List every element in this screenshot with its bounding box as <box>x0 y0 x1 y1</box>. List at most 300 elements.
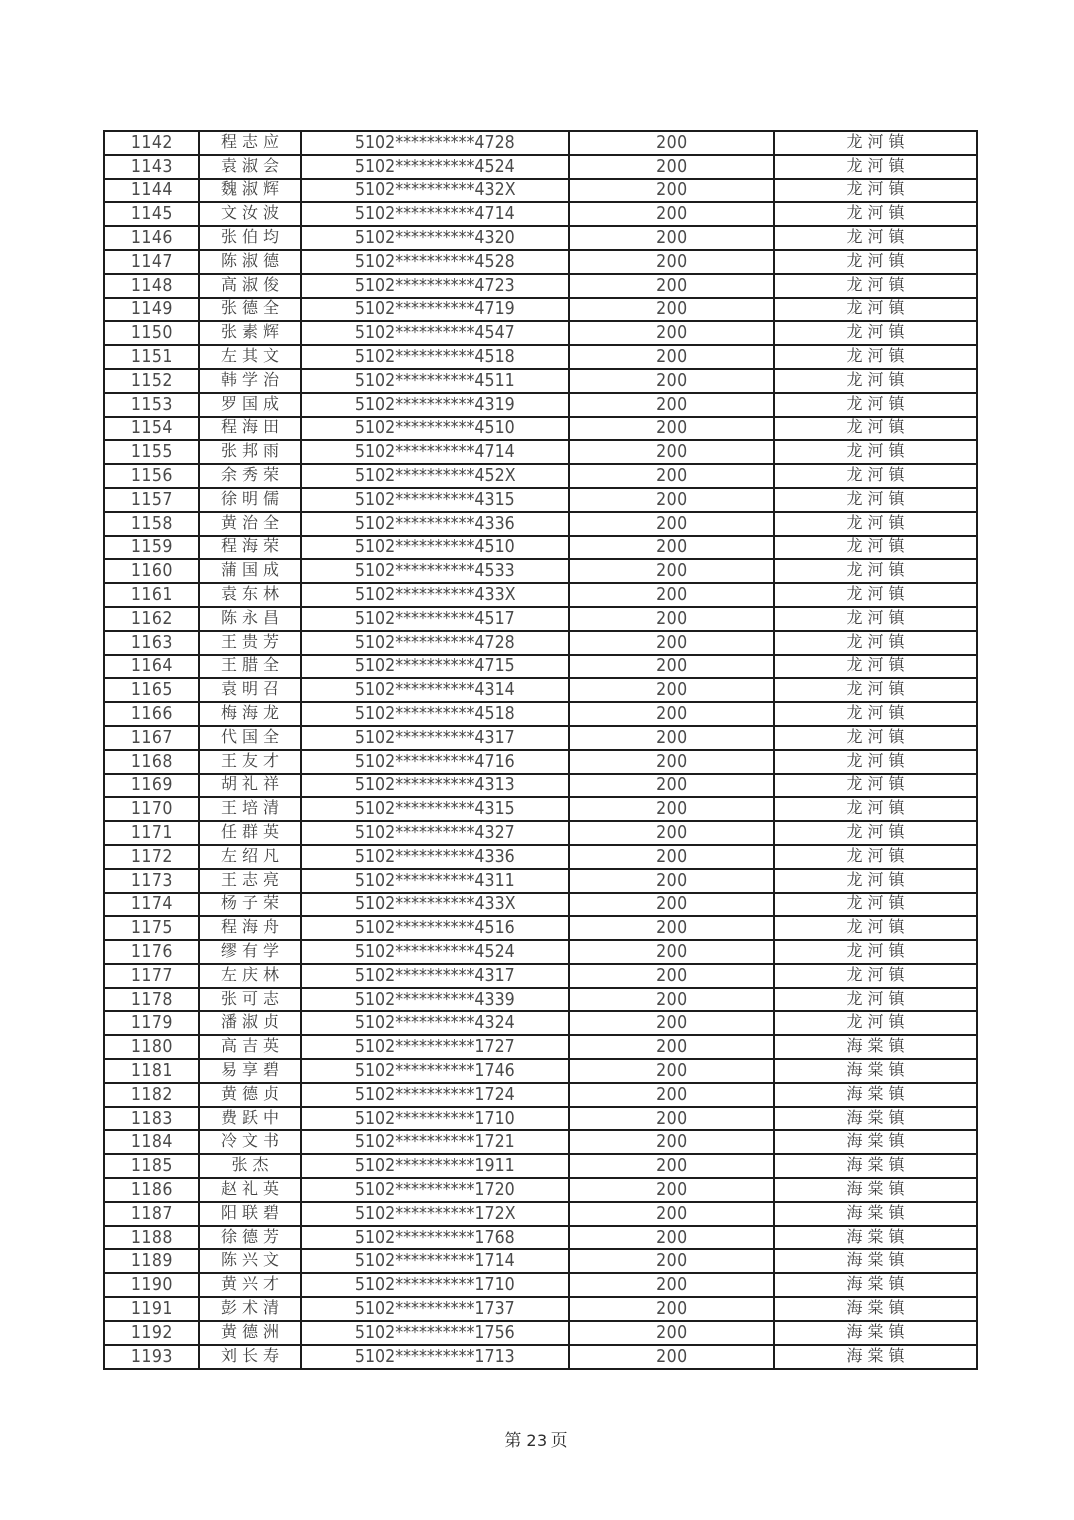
id-number-cell: 5102**********452X <box>301 464 569 488</box>
name-cell: 黄治全 <box>199 512 301 536</box>
name-cell: 王友才 <box>199 750 301 774</box>
name-cell: 杨子荣 <box>199 893 301 917</box>
name-cell: 程海舟 <box>199 916 301 940</box>
serial-number-cell: 1181 <box>104 1059 199 1083</box>
name-cell: 蒲国成 <box>199 559 301 583</box>
amount-cell: 200 <box>569 964 774 988</box>
name-cell: 陈兴文 <box>199 1249 301 1273</box>
amount-cell: 200 <box>569 893 774 917</box>
id-number-cell: 5102**********4714 <box>301 440 569 464</box>
serial-number-cell: 1148 <box>104 274 199 298</box>
serial-number-cell: 1177 <box>104 964 199 988</box>
id-number-cell: 5102**********4723 <box>301 274 569 298</box>
table-row <box>104 916 977 940</box>
table-row <box>104 1083 977 1107</box>
name-cell: 易享碧 <box>199 1059 301 1083</box>
town-cell: 龙河镇 <box>774 559 977 583</box>
amount-cell: 200 <box>569 1178 774 1202</box>
town-cell: 海棠镇 <box>774 1083 977 1107</box>
table-row <box>104 393 977 417</box>
town-cell: 龙河镇 <box>774 774 977 798</box>
name-cell: 阳联碧 <box>199 1202 301 1226</box>
table-row <box>104 1130 977 1154</box>
serial-number-cell: 1153 <box>104 393 199 417</box>
id-number-cell: 5102**********4528 <box>301 250 569 274</box>
amount-cell: 200 <box>569 155 774 179</box>
table-row <box>104 274 977 298</box>
id-number-cell: 5102**********1710 <box>301 1107 569 1131</box>
table-body <box>104 131 977 1369</box>
serial-number-cell: 1170 <box>104 797 199 821</box>
amount-cell: 200 <box>569 1321 774 1345</box>
id-number-cell: 5102**********1720 <box>301 1178 569 1202</box>
amount-cell: 200 <box>569 797 774 821</box>
town-cell: 龙河镇 <box>774 369 977 393</box>
table-row <box>104 1321 977 1345</box>
town-cell: 龙河镇 <box>774 607 977 631</box>
table-row <box>104 1107 977 1131</box>
town-cell: 龙河镇 <box>774 155 977 179</box>
id-number-cell: 5102**********4315 <box>301 797 569 821</box>
amount-cell: 200 <box>569 1107 774 1131</box>
name-cell: 张杰 <box>199 1154 301 1178</box>
serial-number-cell: 1165 <box>104 678 199 702</box>
name-cell: 左庆林 <box>199 964 301 988</box>
serial-number-cell: 1152 <box>104 369 199 393</box>
name-cell: 王培清 <box>199 797 301 821</box>
town-cell: 龙河镇 <box>774 916 977 940</box>
table-row <box>104 583 977 607</box>
table-row <box>104 298 977 322</box>
name-cell: 潘淑贞 <box>199 1011 301 1035</box>
amount-cell: 200 <box>569 417 774 441</box>
amount-cell: 200 <box>569 440 774 464</box>
serial-number-cell: 1182 <box>104 1083 199 1107</box>
table-row <box>104 1178 977 1202</box>
town-cell: 龙河镇 <box>774 797 977 821</box>
name-cell: 左绍凡 <box>199 845 301 869</box>
id-number-cell: 5102**********4327 <box>301 821 569 845</box>
serial-number-cell: 1161 <box>104 583 199 607</box>
table-row <box>104 1297 977 1321</box>
serial-number-cell: 1154 <box>104 417 199 441</box>
name-cell: 黄德洲 <box>199 1321 301 1345</box>
serial-number-cell: 1175 <box>104 916 199 940</box>
town-cell: 龙河镇 <box>774 893 977 917</box>
table-row <box>104 559 977 583</box>
id-number-cell: 5102**********4510 <box>301 536 569 560</box>
amount-cell: 200 <box>569 131 774 155</box>
id-number-cell: 5102**********4510 <box>301 417 569 441</box>
id-number-cell: 5102**********4518 <box>301 702 569 726</box>
town-cell: 海棠镇 <box>774 1107 977 1131</box>
town-cell: 龙河镇 <box>774 869 977 893</box>
serial-number-cell: 1171 <box>104 821 199 845</box>
serial-number-cell: 1180 <box>104 1035 199 1059</box>
amount-cell: 200 <box>569 1297 774 1321</box>
serial-number-cell: 1164 <box>104 655 199 679</box>
id-number-cell: 5102**********4317 <box>301 726 569 750</box>
town-cell: 龙河镇 <box>774 988 977 1012</box>
footer-prefix: 第 <box>504 1431 524 1450</box>
town-cell: 龙河镇 <box>774 250 977 274</box>
id-number-cell: 5102**********1737 <box>301 1297 569 1321</box>
name-cell: 程海荣 <box>199 536 301 560</box>
id-number-cell: 5102**********4518 <box>301 345 569 369</box>
serial-number-cell: 1166 <box>104 702 199 726</box>
serial-number-cell: 1168 <box>104 750 199 774</box>
serial-number-cell: 1179 <box>104 1011 199 1035</box>
amount-cell: 200 <box>569 916 774 940</box>
amount-cell: 200 <box>569 726 774 750</box>
amount-cell: 200 <box>569 1273 774 1297</box>
serial-number-cell: 1174 <box>104 893 199 917</box>
town-cell: 龙河镇 <box>774 488 977 512</box>
table-row <box>104 845 977 869</box>
town-cell: 龙河镇 <box>774 226 977 250</box>
amount-cell: 200 <box>569 869 774 893</box>
serial-number-cell: 1144 <box>104 179 199 203</box>
amount-cell: 200 <box>569 321 774 345</box>
amount-cell: 200 <box>569 559 774 583</box>
name-cell: 高吉英 <box>199 1035 301 1059</box>
amount-cell: 200 <box>569 1011 774 1035</box>
table-row <box>104 1011 977 1035</box>
serial-number-cell: 1189 <box>104 1249 199 1273</box>
table-row <box>104 488 977 512</box>
amount-cell: 200 <box>569 250 774 274</box>
id-number-cell: 5102**********1746 <box>301 1059 569 1083</box>
id-number-cell: 5102**********432X <box>301 179 569 203</box>
name-cell: 张可志 <box>199 988 301 1012</box>
amount-cell: 200 <box>569 179 774 203</box>
serial-number-cell: 1183 <box>104 1107 199 1131</box>
name-cell: 陈淑德 <box>199 250 301 274</box>
table-row <box>104 1345 977 1369</box>
town-cell: 龙河镇 <box>774 655 977 679</box>
serial-number-cell: 1188 <box>104 1226 199 1250</box>
name-cell: 张邦雨 <box>199 440 301 464</box>
id-number-cell: 5102**********4313 <box>301 774 569 798</box>
name-cell: 代国全 <box>199 726 301 750</box>
table-row <box>104 1273 977 1297</box>
name-cell: 张素辉 <box>199 321 301 345</box>
id-number-cell: 5102**********4311 <box>301 869 569 893</box>
name-cell: 罗国成 <box>199 393 301 417</box>
amount-cell: 200 <box>569 536 774 560</box>
town-cell: 龙河镇 <box>774 298 977 322</box>
serial-number-cell: 1185 <box>104 1154 199 1178</box>
serial-number-cell: 1192 <box>104 1321 199 1345</box>
table-row <box>104 750 977 774</box>
serial-number-cell: 1156 <box>104 464 199 488</box>
amount-cell: 200 <box>569 940 774 964</box>
name-cell: 彭术清 <box>199 1297 301 1321</box>
footer-page-number: 23 <box>526 1431 548 1450</box>
id-number-cell: 5102**********4319 <box>301 393 569 417</box>
town-cell: 海棠镇 <box>774 1226 977 1250</box>
id-number-cell: 5102**********4714 <box>301 202 569 226</box>
amount-cell: 200 <box>569 488 774 512</box>
amount-cell: 200 <box>569 298 774 322</box>
table-row <box>104 1154 977 1178</box>
id-number-cell: 5102**********1713 <box>301 1345 569 1369</box>
page-footer <box>0 1426 1074 1451</box>
id-number-cell: 5102**********4314 <box>301 678 569 702</box>
table-row <box>104 893 977 917</box>
name-cell: 冷文书 <box>199 1130 301 1154</box>
town-cell: 海棠镇 <box>774 1321 977 1345</box>
amount-cell: 200 <box>569 226 774 250</box>
town-cell: 海棠镇 <box>774 1035 977 1059</box>
town-cell: 龙河镇 <box>774 393 977 417</box>
table-row <box>104 464 977 488</box>
footer-suffix: 页 <box>550 1431 570 1450</box>
name-cell: 袁淑会 <box>199 155 301 179</box>
id-number-cell: 5102**********1768 <box>301 1226 569 1250</box>
amount-cell: 200 <box>569 1035 774 1059</box>
amount-cell: 200 <box>569 202 774 226</box>
amount-cell: 200 <box>569 1249 774 1273</box>
serial-number-cell: 1186 <box>104 1178 199 1202</box>
serial-number-cell: 1178 <box>104 988 199 1012</box>
table-row <box>104 655 977 679</box>
serial-number-cell: 1167 <box>104 726 199 750</box>
id-number-cell: 5102**********1714 <box>301 1249 569 1273</box>
name-cell: 黄兴才 <box>199 1273 301 1297</box>
name-cell: 费跃中 <box>199 1107 301 1131</box>
serial-number-cell: 1142 <box>104 131 199 155</box>
town-cell: 龙河镇 <box>774 345 977 369</box>
id-number-cell: 5102**********4547 <box>301 321 569 345</box>
town-cell: 龙河镇 <box>774 964 977 988</box>
town-cell: 龙河镇 <box>774 845 977 869</box>
town-cell: 龙河镇 <box>774 631 977 655</box>
town-cell: 龙河镇 <box>774 821 977 845</box>
amount-cell: 200 <box>569 988 774 1012</box>
name-cell: 文汝波 <box>199 202 301 226</box>
id-number-cell: 5102**********4315 <box>301 488 569 512</box>
name-cell: 程志应 <box>199 131 301 155</box>
amount-cell: 200 <box>569 369 774 393</box>
table-row <box>104 250 977 274</box>
name-cell: 袁东林 <box>199 583 301 607</box>
table-row <box>104 726 977 750</box>
amount-cell: 200 <box>569 678 774 702</box>
name-cell: 高淑俊 <box>199 274 301 298</box>
amount-cell: 200 <box>569 583 774 607</box>
serial-number-cell: 1149 <box>104 298 199 322</box>
id-number-cell: 5102**********4517 <box>301 607 569 631</box>
town-cell: 龙河镇 <box>774 940 977 964</box>
serial-number-cell: 1187 <box>104 1202 199 1226</box>
id-number-cell: 5102**********1721 <box>301 1130 569 1154</box>
amount-cell: 200 <box>569 1202 774 1226</box>
id-number-cell: 5102**********4317 <box>301 964 569 988</box>
name-cell: 程海田 <box>199 417 301 441</box>
serial-number-cell: 1190 <box>104 1273 199 1297</box>
id-number-cell: 5102**********4524 <box>301 155 569 179</box>
amount-cell: 200 <box>569 821 774 845</box>
table-row <box>104 821 977 845</box>
id-number-cell: 5102**********433X <box>301 583 569 607</box>
town-cell: 龙河镇 <box>774 179 977 203</box>
table-row <box>104 417 977 441</box>
amount-cell: 200 <box>569 274 774 298</box>
name-cell: 陈永昌 <box>199 607 301 631</box>
town-cell: 龙河镇 <box>774 440 977 464</box>
id-number-cell: 5102**********433X <box>301 893 569 917</box>
name-cell: 赵礼英 <box>199 1178 301 1202</box>
amount-cell: 200 <box>569 1154 774 1178</box>
amount-cell: 200 <box>569 345 774 369</box>
town-cell: 龙河镇 <box>774 417 977 441</box>
serial-number-cell: 1184 <box>104 1130 199 1154</box>
amount-cell: 200 <box>569 631 774 655</box>
name-cell: 王腊全 <box>199 655 301 679</box>
table-row <box>104 774 977 798</box>
table-row <box>104 702 977 726</box>
town-cell: 海棠镇 <box>774 1178 977 1202</box>
town-cell: 龙河镇 <box>774 131 977 155</box>
amount-cell: 200 <box>569 1345 774 1369</box>
serial-number-cell: 1160 <box>104 559 199 583</box>
id-number-cell: 5102**********4524 <box>301 940 569 964</box>
table-row <box>104 607 977 631</box>
table-row <box>104 988 977 1012</box>
id-number-cell: 5102**********1911 <box>301 1154 569 1178</box>
serial-number-cell: 1150 <box>104 321 199 345</box>
table-row <box>104 869 977 893</box>
id-number-cell: 5102**********4728 <box>301 131 569 155</box>
id-number-cell: 5102**********4715 <box>301 655 569 679</box>
name-cell: 袁明召 <box>199 678 301 702</box>
serial-number-cell: 1173 <box>104 869 199 893</box>
amount-cell: 200 <box>569 702 774 726</box>
id-number-cell: 5102**********4719 <box>301 298 569 322</box>
name-cell: 梅海龙 <box>199 702 301 726</box>
id-number-cell: 5102**********4336 <box>301 845 569 869</box>
id-number-cell: 5102**********4320 <box>301 226 569 250</box>
table-row <box>104 131 977 155</box>
table-row <box>104 440 977 464</box>
id-number-cell: 5102**********4728 <box>301 631 569 655</box>
serial-number-cell: 1163 <box>104 631 199 655</box>
amount-cell: 200 <box>569 1059 774 1083</box>
serial-number-cell: 1172 <box>104 845 199 869</box>
name-cell: 徐德芳 <box>199 1226 301 1250</box>
id-number-cell: 5102**********4716 <box>301 750 569 774</box>
amount-cell: 200 <box>569 774 774 798</box>
table-row <box>104 797 977 821</box>
table-row <box>104 1035 977 1059</box>
serial-number-cell: 1146 <box>104 226 199 250</box>
name-cell: 左其文 <box>199 345 301 369</box>
id-number-cell: 5102**********1756 <box>301 1321 569 1345</box>
town-cell: 龙河镇 <box>774 536 977 560</box>
town-cell: 海棠镇 <box>774 1154 977 1178</box>
name-cell: 魏淑辉 <box>199 179 301 203</box>
town-cell: 龙河镇 <box>774 321 977 345</box>
name-cell: 余秀荣 <box>199 464 301 488</box>
name-cell: 胡礼祥 <box>199 774 301 798</box>
table-row <box>104 512 977 536</box>
table-row <box>104 226 977 250</box>
name-cell: 任群英 <box>199 821 301 845</box>
id-number-cell: 5102**********4324 <box>301 1011 569 1035</box>
serial-number-cell: 1162 <box>104 607 199 631</box>
town-cell: 龙河镇 <box>774 678 977 702</box>
id-number-cell: 5102**********1724 <box>301 1083 569 1107</box>
serial-number-cell: 1147 <box>104 250 199 274</box>
serial-number-cell: 1169 <box>104 774 199 798</box>
serial-number-cell: 1158 <box>104 512 199 536</box>
town-cell: 龙河镇 <box>774 1011 977 1035</box>
town-cell: 海棠镇 <box>774 1345 977 1369</box>
table-row <box>104 964 977 988</box>
town-cell: 龙河镇 <box>774 274 977 298</box>
name-cell: 刘长寿 <box>199 1345 301 1369</box>
serial-number-cell: 1191 <box>104 1297 199 1321</box>
table-row <box>104 345 977 369</box>
table-row <box>104 940 977 964</box>
id-number-cell: 5102**********4533 <box>301 559 569 583</box>
id-number-cell: 5102**********4516 <box>301 916 569 940</box>
table-row <box>104 1059 977 1083</box>
table-row <box>104 321 977 345</box>
amount-cell: 200 <box>569 607 774 631</box>
serial-number-cell: 1151 <box>104 345 199 369</box>
name-cell: 黄德贞 <box>199 1083 301 1107</box>
town-cell: 龙河镇 <box>774 202 977 226</box>
table-row <box>104 1249 977 1273</box>
payment-roster-table <box>103 130 978 1370</box>
serial-number-cell: 1143 <box>104 155 199 179</box>
name-cell: 王志亮 <box>199 869 301 893</box>
name-cell: 张德全 <box>199 298 301 322</box>
table-row <box>104 155 977 179</box>
id-number-cell: 5102**********4336 <box>301 512 569 536</box>
name-cell: 缪有学 <box>199 940 301 964</box>
name-cell: 徐明儒 <box>199 488 301 512</box>
town-cell: 海棠镇 <box>774 1249 977 1273</box>
town-cell: 海棠镇 <box>774 1273 977 1297</box>
amount-cell: 200 <box>569 655 774 679</box>
amount-cell: 200 <box>569 512 774 536</box>
table-row <box>104 179 977 203</box>
name-cell: 韩学治 <box>199 369 301 393</box>
id-number-cell: 5102**********172X <box>301 1202 569 1226</box>
table-row <box>104 631 977 655</box>
town-cell: 海棠镇 <box>774 1059 977 1083</box>
amount-cell: 200 <box>569 464 774 488</box>
town-cell: 海棠镇 <box>774 1202 977 1226</box>
amount-cell: 200 <box>569 393 774 417</box>
amount-cell: 200 <box>569 1226 774 1250</box>
serial-number-cell: 1155 <box>104 440 199 464</box>
table-row <box>104 536 977 560</box>
name-cell: 张伯均 <box>199 226 301 250</box>
town-cell: 龙河镇 <box>774 512 977 536</box>
town-cell: 龙河镇 <box>774 583 977 607</box>
id-number-cell: 5102**********4339 <box>301 988 569 1012</box>
amount-cell: 200 <box>569 845 774 869</box>
table-row <box>104 1202 977 1226</box>
serial-number-cell: 1176 <box>104 940 199 964</box>
table-row <box>104 369 977 393</box>
table-row <box>104 1226 977 1250</box>
serial-number-cell: 1193 <box>104 1345 199 1369</box>
